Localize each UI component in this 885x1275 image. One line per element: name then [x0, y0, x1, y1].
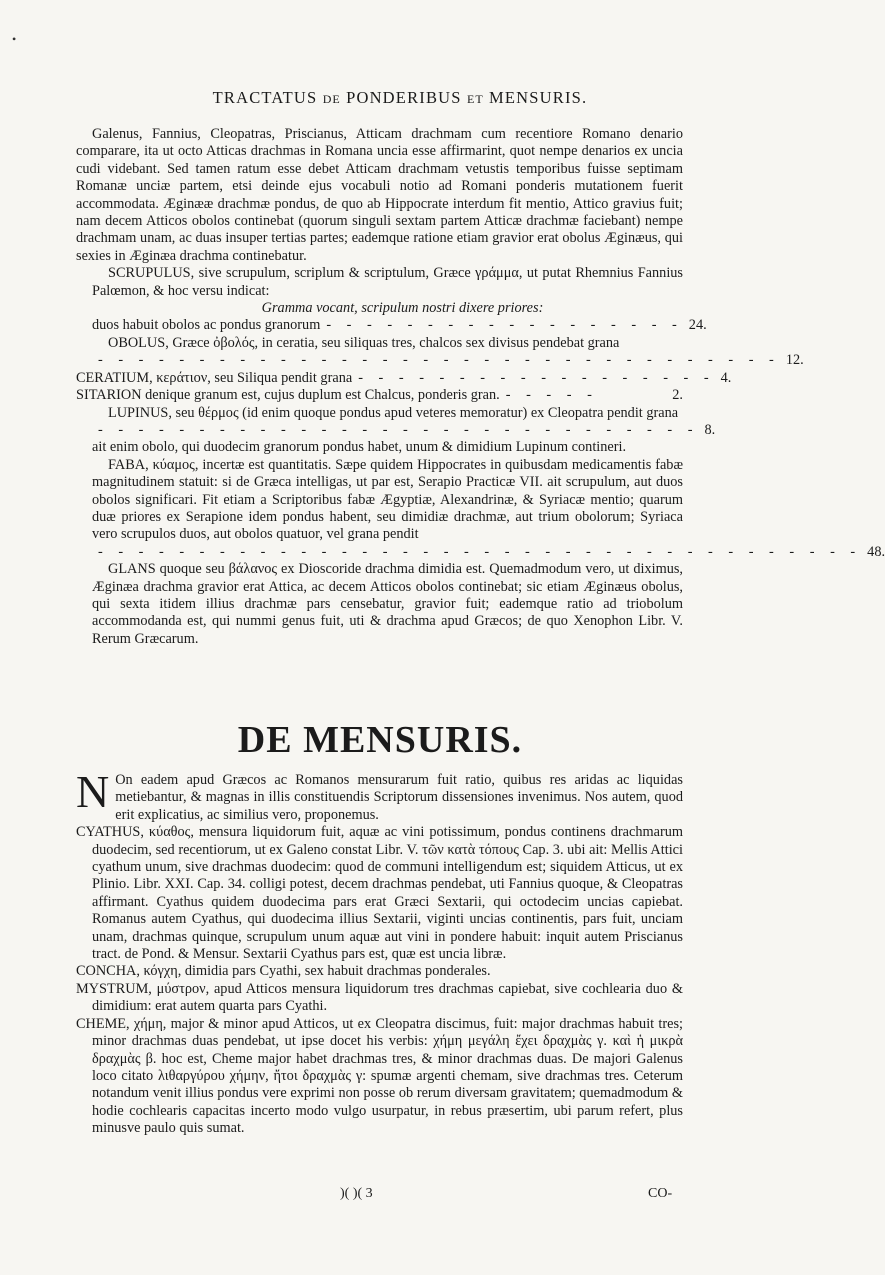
catchword: CO- [648, 1186, 673, 1201]
leader-dots: - - - - - [505, 387, 598, 404]
tally-number: 24. [688, 317, 707, 334]
leader-dots: - - - - - - - - - - - - - - - - - - [326, 317, 683, 334]
mensuris-section [76, 766, 683, 1138]
leader-dots: - - - - - - - - - - - - - - - - - - - - - - - - - - - - - - - - - - - - - - [98, 543, 862, 560]
tally-lupinus [76, 421, 716, 439]
running-head-part: ET [467, 92, 484, 106]
entry-text: OBOLUS, Græce ὀβολός, in ceratia, seu siliquas tres, chalcos sex divisus pendebat grana [108, 334, 620, 351]
running-head-part: PONDERIBUS [346, 88, 462, 107]
leader-dots: - - - - - - - - - - - - - - - - - - [358, 369, 715, 386]
entry-text: SITARION denique granum est, cujus duplum est Chalcus, ponderis gran. [76, 387, 500, 404]
running-head-part: MENSURIS. [489, 88, 588, 107]
signature-mark: )( )( 3 [340, 1186, 373, 1201]
corner-mark: • [12, 32, 17, 46]
tally-text: duos habuit obolos ac pondus granorum [92, 317, 321, 334]
entry-text: CERATIUM, κεράτιον, seu Siliqua pendit grana [76, 369, 353, 386]
tally-obolus [76, 352, 804, 369]
tally-number: 48. [867, 543, 885, 560]
tally-number: 4. [720, 369, 732, 386]
running-head [0, 88, 800, 108]
running-head-part: TRACTATUS [212, 88, 318, 107]
tally-scrupulus [76, 317, 707, 334]
entry-ceratium [76, 369, 732, 387]
running-head-part: DE [322, 92, 341, 106]
leader-dots: - - - - - - - - - - - - - - - - - - - - - - - - - - - - - - - - - - [98, 352, 780, 369]
entry-glans: GLANS quoque seu βάλανος ex Dioscoride drachma dimidia est. Quemadmodum vero, ut diximus, Æginæa drachma gravior erat Attica, ac decem Atticos obolos continebat; sic etiam Æginæus obolus, qui sexta itidem illius drachmæ pars censebatur, gravior fuit; eademque ratio ad triobolum accommodanda est, qui nummi genus fuit, uti & drachma apud Græcos; de quo Xenophon Libr. V. Rerum Græcarum. [92, 561, 683, 647]
entry-lupinus [76, 405, 683, 422]
verse-quote: Gramma vocant, scripulum nostri dixere priores: [261, 300, 544, 317]
ponderibus-section [76, 126, 885, 648]
drop-cap: N [76, 766, 110, 817]
lupinus-continuation: ait enim obolo, qui duodecim granorum pondus habet, unum & dimidium Lupinum contineri. [92, 439, 627, 456]
entry-obolus [76, 335, 683, 352]
tally-number: 12. [785, 352, 804, 369]
intro-paragraph: Galenus, Fannius, Cleopatras, Priscianus, Atticam drachmam cum recentiore Romano denario comparare, ita ut octo Atticas drachmas in Romana uncia esse affirmarint, quot nempe denarios ex uncia cudi videbant. Sed tamen ratum esse debet Atticam drachmam vetustis temporibus fuisse septimam Romanæ unciæ partem, etsi deinde ejus vocabuli notio ad Romani ponderis mutationem fuerit accommodata. Æginææ drachmæ pondus, de quo ab Hippocrate interdum fit mentio, Attico gravius fuit; nam decem Atticos obolos continebat (quorum singuli sextam partem Atticæ drachmæ faciebant) nempe drachmam unam, ac duas insuper tertias partes; eademque ratione etiam gravior erat obolus Æginæus, qui sexies in Æginæa drachma continebatur. [76, 126, 683, 264]
entry-cheme: CHEME, χήμη, major & minor apud Atticos, ut ex Cleopatra discimus, fuit: major drachmas habuit tres; minor drachmas duas pendebat, ut ipse docet his verbis: χήμη μεγάλη ἔχει δραχμὰς γ. καὶ ἡ μικρὰ δραχμὰς β. hoc est, Cheme major habet drachmas tres, & minor drachmas duas. De majori Galenus loco citato λιθαργύρου χήμην, ἤτοι δραχμὰς γ: spumæ argenti chemam, sive drachmas tres. Ceterum notandum venit illius pondus vere exprimi non posse ob rerum diversam gravitatem; quemadmodum & hodie cochlearis capacitas incerto modo vulgo usurpatur, in rebus præsertim, ubi parum refert, plus minusve paulo quis sumat. [76, 1015, 683, 1137]
section-title: DE MENSURIS. [237, 719, 523, 761]
entry-concha: CONCHA, κόγχη, dimidia pars Cyathi, sex habuit drachmas ponderales. [76, 963, 491, 980]
entry-cyathus: CYATHUS, κύαθος, mensura liquidorum fuit, aquæ ac vini potissimum, pondus continens drachmarum duodecim, sed recentiorum, ut ex Galeno constat Libr. V. τῶν κατὰ τόπους Cap. 3. ubi ait: Mellis Attici cyathum unum, sive drachmas duodecim: quod de communi intelligendum est; siquidem Atticus, ut ex Plinio. Libr. XXI. Cap. 34. colligi potest, decem drachmas pendebat, uti Fannius quoque, & Cleopatras affirmant. Cyathus quidem duodecima pars erat Græci Sextarii, qui octodecim uncias capiebat. Romanus autem Cyathus, qui duodecima illius Sextarii, viginti uncias continentis, pars fuit, unciam unam, drachmas quinque, scrupulum unum aquæ aut vini in pondere habuit: inquit autem Priscianus tract. de Pond. & Mensur. Sextarii Cyathus pars est, quæ est uncia libræ. [76, 824, 683, 963]
entry-faba [76, 457, 683, 544]
entry-text: FABA, κύαμος, incertæ est quantitatis. Sæpe quidem Hippocrates in quibusdam medicamentis fabæ magnitudinem statuit: si de Græca intelligas, ut par est, Serapio Practicæ VII. ait scrupulum, aut duos obolos significari. Fit etiam a Scriptoribus fabæ Ægyptiæ, Alexandrinæ, & Syriacæ mentio; quarum duæ priores ex Serapione idem pondus habent, seu dimidiæ drachmæ, aut trium obolorum; Syriaca vero scrupulos duos, aut obolos quatuor, vel grana pendit [92, 456, 683, 543]
intro-text: On eadem apud Græcos ac Romanos mensurarum fuit ratio, quibus res aridas ac liquidas metiebantur, & magnas in illis constituendis Scriptorum dissensiones invenimus. Nos autem, quod erit explicatius, ac similius vero, proponemus. [115, 772, 683, 823]
tally-number: 8. [704, 421, 716, 438]
mensuris-intro [76, 766, 683, 824]
tally-faba [76, 543, 885, 561]
entry-text: LUPINUS, seu θέρμος (id enim quoque pondus apud veteres memoratur) ex Cleopatra pendit grana [108, 404, 679, 421]
entry-scrupulus: SCRUPULUS, sive scrupulum, scriplum & scriptulum, Græce γράμμα, ut putat Rhemnius Fannius Palœmon, & hoc versu indicat: [92, 265, 683, 299]
entry-mystrum: MYSTRUM, μύστρον, apud Atticos mensura liquidorum tres drachmas capiebat, sive cochlearia duo & dimidium: erat autem quarta pars Cyathi. [76, 980, 683, 1015]
tally-number: 2. [672, 387, 683, 404]
entry-sitarion [76, 387, 683, 404]
leader-dots: - - - - - - - - - - - - - - - - - - - - - - - - - - - - - - [98, 421, 699, 438]
